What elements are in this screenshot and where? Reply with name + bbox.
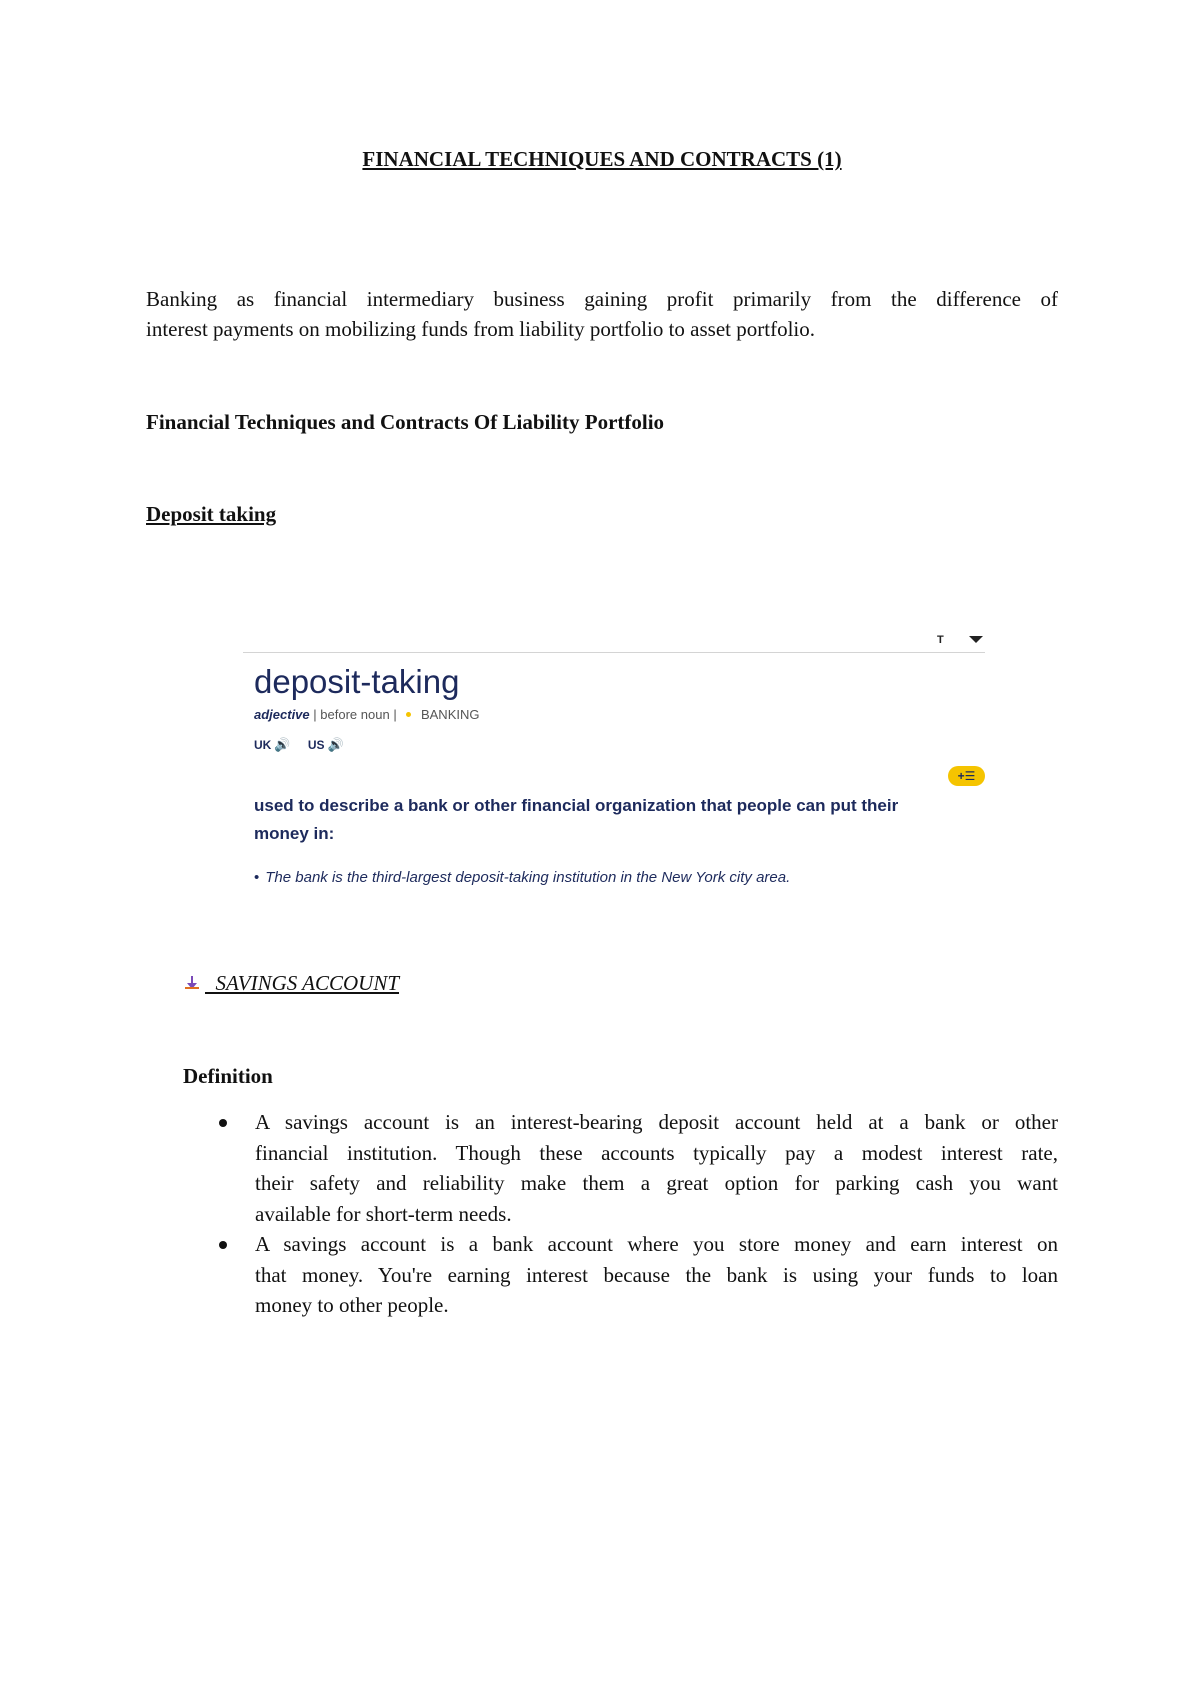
bullet-icon [219, 1119, 227, 1127]
list-item [183, 1107, 1058, 1229]
definition-list [183, 1107, 1058, 1321]
speaker-icon[interactable]: 🔊 [327, 737, 344, 752]
topic-dot-icon [406, 712, 411, 717]
dictionary-example [254, 869, 790, 886]
deposit-taking-heading: Deposit taking [146, 502, 277, 526]
pronunciation-row [254, 737, 358, 753]
dictionary-entry-image [243, 628, 985, 890]
speaker-icon[interactable]: 🔊 [274, 737, 291, 752]
dictionary-headword: deposit-taking [254, 663, 460, 700]
intro-paragraph [146, 284, 1058, 344]
list-line: that money. You're earning interest because the bank is using your funds to loan [255, 1262, 1058, 1287]
section-heading: Financial Techniques and Contracts Of Liability Portfolio [146, 410, 665, 434]
grammar-label: before noun [320, 707, 390, 722]
intro-line: interest payments on mobilizing funds from liability portfolio to asset portfolio. [146, 317, 815, 341]
list-item [183, 1229, 1058, 1321]
savings-heading-text: SAVINGS ACCOUNT [215, 971, 400, 995]
list-line: available for short-term needs. [255, 1201, 512, 1226]
savings-account-heading [183, 970, 399, 996]
dictionary-definition [254, 792, 954, 848]
list-line: financial institution. Though these accounts typically pay a modest interest rate, [255, 1140, 1058, 1165]
separator: | [393, 707, 397, 722]
example-text: The bank is the third-largest deposit-taking institution in the New York city area. [265, 869, 791, 886]
dictionary-grammar-line [254, 707, 479, 722]
dictionary-font-size-icon[interactable]: T [937, 634, 944, 646]
document-title: FINANCIAL TECHNIQUES AND CONTRACTS (1) [362, 147, 842, 171]
list-line: A savings account is an interest-bearing deposit account held at a bank or other [255, 1110, 1058, 1134]
pron-us-label: US [307, 738, 325, 752]
arrow-bullet-icon [183, 974, 201, 992]
dropdown-triangle-icon[interactable] [969, 636, 983, 643]
list-line: A savings account is a bank account where you store money and earn interest on [255, 1232, 1058, 1256]
add-to-list-button[interactable]: +☰ [948, 766, 985, 786]
list-line: their safety and reliability make them a great option for parking cash you want [255, 1171, 1058, 1195]
list-line: money to other people. [255, 1293, 449, 1317]
definition-heading: Definition [183, 1064, 273, 1088]
bullet-icon [219, 1241, 227, 1249]
separator: | [313, 707, 317, 722]
example-bullet: • [254, 869, 260, 886]
definition-line: money in: [254, 824, 335, 843]
divider [243, 652, 985, 653]
intro-line: Banking as financial intermediary business gaining profit primarily from the difference of [146, 287, 1058, 311]
pron-uk-label: UK [254, 738, 272, 752]
definition-line: used to describe a bank or other financial organization that people can put their [254, 796, 899, 815]
part-of-speech: adjective [254, 707, 310, 722]
topic-label: BANKING [420, 707, 480, 722]
